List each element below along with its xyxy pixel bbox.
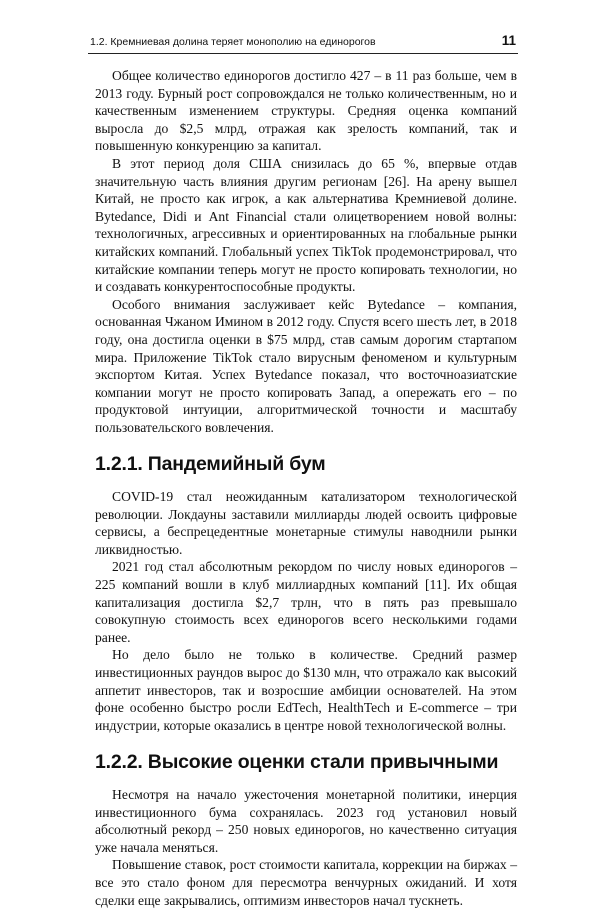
paragraph: Но дело было не только в количестве. Средний размер инвестиционных раундов вырос до $130 млн, что отражало как высокий аппетит инвесторов, так и возросшие амбиции основателей. На этом фоне особенно быстро росли EdTech, HealthTech и E-commerce – три индустрии, которые оказались в центре новой технологической волны.	[95, 647, 517, 733]
paragraph: 2021 год стал абсолютным рекордом по числу новых единорогов – 225 компаний вошли в клуб миллиардных компаний [11]. Их общая капитализация достигла $2,7 трлн, что в пять раз превышало совокупную стоимость всех единорогов всего несколькими годами ранее.	[95, 559, 517, 645]
paragraph: Несмотря на начало ужесточения монетарной политики, инерция инвестиционного бума сохранялась. 2023 год установил новый абсолютный рекорд – 250 новых единорогов, но качественно ситуация уже начала меняться.	[95, 786, 517, 855]
paragraph: COVID-19 стал неожиданным катализатором технологической революции. Локдауны заставили миллиарды людей освоить цифровые сервисы, а беспрецедентные монетарные стимулы наводнили рынки ликвидностью.	[95, 489, 517, 557]
section-heading-high-valuations: 1.2.2. Высокие оценки стали привычными	[95, 751, 499, 774]
page-content	[95, 67, 517, 909]
section-heading-pandemic-boom: 1.2.1. Пандемийный бум	[95, 453, 326, 476]
page-number: 11	[501, 33, 516, 48]
paragraph: Общее количество единорогов достигло 427 – в 11 раз больше, чем в 2013 году. Бурный рост сопровождался не только количественным, но и качественным изменением структуры. Средняя оценка компаний выросла до $2,5 млрд, отражая как зрелость компаний, так и повышенную конкуренцию за капитал.	[95, 68, 517, 154]
paragraph: В этот период доля США снизилась до 65 %, впервые отдав значительную часть влияния другим регионам [26]. На арену вышел Китай, не просто как игрок, а как альтернатива Кремниевой долине. Bytedance, Didi и Ant Financial стали олицетворением новой волны: технологичных, агрессивных и ориентированных на глобальные рынки китайских компаний. Глобальный успех TikTok продемонстрировал, что китайские компании теперь могут не просто копировать технологии, но и создавать конкурентоспособные продукты.	[95, 155, 517, 295]
paragraph: Особого внимания заслуживает кейс Bytedance – компания, основанная Чжаном Имином в 2012 году. Спустя всего шесть лет, в 2018 году, она достигла оценки в $75 млрд, став самым дорогим стартапом мира. Приложение TikTok стало вирусным феноменом и культурным экспортом Китая. Успех Bytedance показал, что восточноазиатские компании могут не просто копировать Запад, а опережать его – по продуктовой интуиции, алгоритмической точности и масштабу пользовательского вовлечения.	[95, 296, 517, 435]
running-title: 1.2. Кремниевая долина теряет монополию на единорогов	[90, 36, 376, 48]
running-header	[88, 31, 518, 54]
paragraph: Повышение ставок, рост стоимости капитала, коррекции на биржах – все это стало фоном для пересмотра венчурных ожиданий. И хотя сделки еще закрывались, оптимизм инвесторов начал тускнеть.	[95, 857, 517, 908]
